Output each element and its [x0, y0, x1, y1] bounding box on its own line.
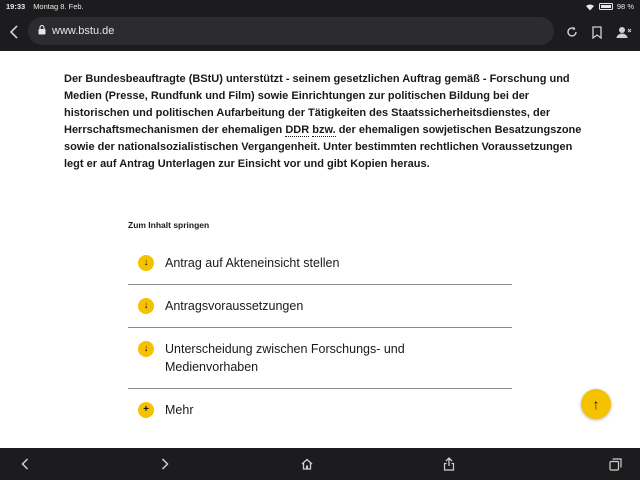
arrow-down-icon: ↓: [138, 341, 154, 357]
jump-item-antrag[interactable]: [128, 242, 512, 285]
bookmark-icon[interactable]: [589, 24, 605, 40]
jump-item-mehr[interactable]: [128, 389, 512, 431]
status-time: 19:33: [6, 2, 26, 11]
jump-item-unterscheidung[interactable]: [128, 328, 512, 389]
arrow-down-icon: ↓: [138, 255, 154, 271]
abbr-bzw[interactable]: bzw.: [312, 124, 336, 136]
jump-item-voraussetzungen[interactable]: [128, 285, 512, 328]
status-right: [585, 2, 634, 11]
lock-icon: [38, 25, 46, 38]
jump-heading: Zum Inhalt springen: [128, 220, 210, 230]
jump-list: [128, 242, 512, 431]
jump-item-label: Mehr: [165, 403, 194, 417]
reader-icon[interactable]: [615, 24, 633, 40]
intro-part-2: der ehemaligen sowjetischen Besatzungszone sowie der nationalsozialistischen Vergangenheit. Unter bestimmten rechtlichen Voraussetzungen legt er auf Antrag Unterlagen zur Einsicht vor und gibt Kopien heraus.: [64, 124, 582, 170]
arrow-down-icon: ↓: [138, 298, 154, 314]
nav-forward-icon[interactable]: [154, 453, 176, 475]
intro-part-1: Der Bundesbeauftragte (BStU) unterstützt - seinem gesetzlichen Auftrag gemäß - Forschung und Medien (Presse, Rundfunk und Film) sowie Einrichtungen zur politischen Bildung bei der historischen und politischen Aufarbeitung der Tätigkeiten des Staatssicherheitsdienstes, der Herrschaftsmechanismen der ehemaligen: [64, 73, 570, 136]
arrow-up-icon: ↑: [592, 396, 600, 412]
battery-icon: [599, 3, 613, 10]
jump-item-label: Antrag auf Akteneinsicht stellen: [165, 256, 340, 270]
intro-text: [64, 71, 584, 173]
jump-item-label: Antragsvoraussetzungen: [165, 299, 304, 313]
browser-address-bar: [0, 13, 640, 51]
home-icon[interactable]: [296, 453, 318, 475]
share-icon[interactable]: [438, 453, 460, 475]
battery-level: 98 %: [616, 2, 634, 11]
status-bar: [0, 0, 640, 13]
tabs-icon[interactable]: [604, 453, 626, 475]
nav-back-icon[interactable]: [14, 453, 36, 475]
back-icon[interactable]: [6, 24, 22, 40]
plus-icon: +: [138, 402, 154, 418]
status-date: Montag 8. Feb.: [33, 2, 84, 11]
url-field[interactable]: [28, 17, 554, 45]
reload-icon[interactable]: [564, 24, 580, 40]
page-content: [0, 51, 640, 448]
abbr-ddr[interactable]: DDR: [285, 124, 310, 136]
browser-toolbar: [0, 448, 640, 480]
jump-item-label: Unterscheidung zwischen Forschungs- und Medienvorhaben: [165, 342, 405, 374]
scroll-to-top-button[interactable]: [581, 389, 611, 419]
wifi-icon: [585, 3, 595, 11]
url-text: www.bstu.de: [52, 25, 115, 37]
